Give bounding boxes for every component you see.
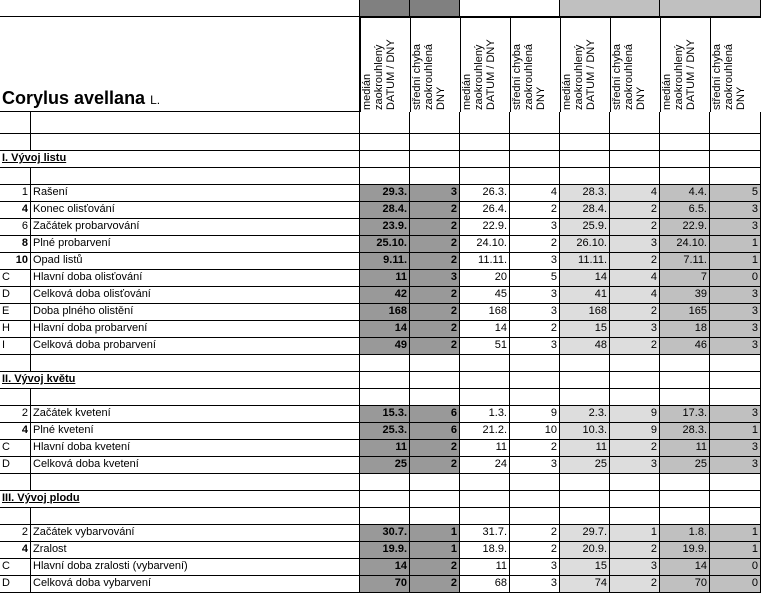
cell-median: 22.9. bbox=[460, 219, 510, 236]
section-blank bbox=[610, 491, 660, 508]
cell-median: 46 bbox=[660, 338, 710, 355]
cell-median: 26.4. bbox=[460, 202, 510, 219]
spacer-row bbox=[360, 389, 410, 406]
cell-error: 3 bbox=[510, 457, 560, 474]
section-blank bbox=[460, 151, 510, 168]
cell-error: 9 bbox=[610, 423, 660, 440]
section-blank bbox=[510, 491, 560, 508]
row-kod: 4 bbox=[0, 423, 31, 440]
cell-median: 1.8. bbox=[660, 525, 710, 542]
section-blank bbox=[560, 372, 610, 389]
cell-error: 9 bbox=[610, 406, 660, 423]
cell-error: 2 bbox=[610, 542, 660, 559]
row-kod: C bbox=[0, 270, 31, 287]
cell-median: 19.9. bbox=[360, 542, 410, 559]
column-header-kod bbox=[0, 112, 31, 134]
subheader-error: střední chyba zaokrouhlená DNY bbox=[510, 17, 560, 112]
cell-error: 2 bbox=[410, 576, 460, 593]
cell-median: 25 bbox=[660, 457, 710, 474]
section-title: I. Vývoj listu bbox=[0, 151, 360, 168]
cell-median: 9.11. bbox=[360, 253, 410, 270]
section-blank bbox=[560, 151, 610, 168]
cell-error: 1 bbox=[710, 525, 761, 542]
cell-error: 2 bbox=[510, 321, 560, 338]
cell-error: 10 bbox=[510, 423, 560, 440]
cell-median: 24.10. bbox=[460, 236, 510, 253]
header-blank bbox=[660, 112, 710, 134]
cell-median: 18.9. bbox=[460, 542, 510, 559]
row-kod: D bbox=[0, 287, 31, 304]
spacer-row bbox=[31, 508, 360, 525]
cell-median: 19.9. bbox=[660, 542, 710, 559]
location-pruhonice bbox=[660, 0, 761, 17]
spacer-row bbox=[610, 168, 660, 185]
spacer-row bbox=[31, 389, 360, 406]
cell-median: 23.9. bbox=[360, 219, 410, 236]
spacer-row bbox=[410, 168, 460, 185]
cell-median: 30.7. bbox=[360, 525, 410, 542]
cell-median: 11 bbox=[560, 440, 610, 457]
cell-error: 3 bbox=[710, 304, 761, 321]
cell-error: 3 bbox=[510, 219, 560, 236]
cell-median: 48 bbox=[560, 338, 610, 355]
cell-median: 42 bbox=[360, 287, 410, 304]
spacer-row bbox=[0, 168, 31, 185]
cell-error: 0 bbox=[710, 270, 761, 287]
taxon-name: Corylus avellana bbox=[2, 88, 146, 108]
spacer-row bbox=[0, 355, 31, 372]
section-blank bbox=[660, 491, 710, 508]
cell-error: 3 bbox=[710, 219, 761, 236]
cell-error: 2 bbox=[410, 236, 460, 253]
spacer-row bbox=[410, 508, 460, 525]
section-blank bbox=[610, 372, 660, 389]
row-characteristic: Celková doba olisťování bbox=[31, 287, 360, 304]
cell-median: 74 bbox=[560, 576, 610, 593]
cell-error: 2 bbox=[610, 338, 660, 355]
cell-error: 6 bbox=[410, 423, 460, 440]
spacer-row bbox=[660, 168, 710, 185]
header-blank bbox=[710, 112, 761, 134]
section-blank bbox=[410, 372, 460, 389]
cell-error: 1 bbox=[610, 525, 660, 542]
cell-error: 3 bbox=[710, 406, 761, 423]
row-kod: 6 bbox=[0, 219, 31, 236]
cell-error: 3 bbox=[410, 185, 460, 202]
header-blank bbox=[610, 112, 660, 134]
spacer-row bbox=[710, 508, 761, 525]
cell-error: 0 bbox=[710, 559, 761, 576]
subheader-median: medián zaokrouhlený DATUM / DNY bbox=[660, 17, 710, 112]
cell-error: 2 bbox=[610, 304, 660, 321]
spacer-row bbox=[460, 168, 510, 185]
row-characteristic: Doba plného olistění bbox=[31, 304, 360, 321]
cell-median: 25.10. bbox=[360, 236, 410, 253]
cell-median: 24.10. bbox=[660, 236, 710, 253]
cell-error: 2 bbox=[510, 542, 560, 559]
section-blank bbox=[460, 372, 510, 389]
section-blank bbox=[560, 491, 610, 508]
spacer-row bbox=[460, 355, 510, 372]
cell-median: 51 bbox=[460, 338, 510, 355]
section-blank bbox=[360, 151, 410, 168]
spacer-row bbox=[560, 355, 610, 372]
cell-error: 3 bbox=[510, 253, 560, 270]
cell-median: 28.3. bbox=[560, 185, 610, 202]
cell-error: 3 bbox=[710, 287, 761, 304]
cell-median: 168 bbox=[560, 304, 610, 321]
section-blank bbox=[660, 151, 710, 168]
sheet-caption bbox=[0, 0, 360, 17]
cell-error: 2 bbox=[510, 202, 560, 219]
spacer-row bbox=[410, 355, 460, 372]
cell-error: 2 bbox=[410, 304, 460, 321]
spacer-row bbox=[31, 355, 360, 372]
cell-error: 2 bbox=[410, 440, 460, 457]
spacer-row bbox=[710, 355, 761, 372]
spacer-row bbox=[460, 474, 510, 491]
cell-error: 3 bbox=[710, 321, 761, 338]
cell-error: 2 bbox=[410, 559, 460, 576]
spacer-row bbox=[560, 508, 610, 525]
row-kod: 1 bbox=[0, 185, 31, 202]
cell-error: 3 bbox=[710, 457, 761, 474]
cell-error: 1 bbox=[410, 525, 460, 542]
row-characteristic: Hlavní doba zralosti (vybarvení) bbox=[31, 559, 360, 576]
cell-median: 68 bbox=[460, 576, 510, 593]
cell-error: 2 bbox=[410, 202, 460, 219]
cell-median: 41 bbox=[560, 287, 610, 304]
subheader-median: medián zaokrouhlený DATUM / DNY bbox=[360, 17, 410, 112]
spacer-row bbox=[360, 508, 410, 525]
spacer-row bbox=[460, 389, 510, 406]
cell-median: 11 bbox=[460, 440, 510, 457]
cell-error: 5 bbox=[510, 270, 560, 287]
cell-median: 15.3. bbox=[360, 406, 410, 423]
location-brno bbox=[560, 0, 660, 17]
spacer-row bbox=[410, 474, 460, 491]
row-characteristic: Hlavní doba probarvení bbox=[31, 321, 360, 338]
cell-error: 4 bbox=[610, 287, 660, 304]
cell-median: 15 bbox=[560, 321, 610, 338]
spacer-row bbox=[610, 134, 660, 151]
cell-median: 20 bbox=[460, 270, 510, 287]
cell-median: 11 bbox=[660, 440, 710, 457]
section-blank bbox=[360, 372, 410, 389]
cell-median: 25 bbox=[360, 457, 410, 474]
subheader-error: střední chyba zaokrouhlená DNY bbox=[410, 17, 460, 112]
cell-median: 25 bbox=[560, 457, 610, 474]
row-characteristic: Opad listů bbox=[31, 253, 360, 270]
cell-error: 9 bbox=[510, 406, 560, 423]
row-kod: 8 bbox=[0, 236, 31, 253]
cell-error: 2 bbox=[610, 440, 660, 457]
row-kod: E bbox=[0, 304, 31, 321]
cell-median: 25.3. bbox=[360, 423, 410, 440]
spacer-row bbox=[510, 134, 560, 151]
cell-median: 39 bbox=[660, 287, 710, 304]
row-characteristic: Začátek probarvování bbox=[31, 219, 360, 236]
cell-median: 31.7. bbox=[460, 525, 510, 542]
section-blank bbox=[710, 151, 761, 168]
section-blank bbox=[510, 151, 560, 168]
row-characteristic: Hlavní doba kvetení bbox=[31, 440, 360, 457]
header-blank bbox=[510, 112, 560, 134]
spacer-row bbox=[31, 134, 360, 151]
header-blank bbox=[560, 112, 610, 134]
spacer-row bbox=[460, 508, 510, 525]
section-blank bbox=[510, 372, 560, 389]
spacer-row bbox=[360, 134, 410, 151]
cell-error: 2 bbox=[510, 525, 560, 542]
spacer-row bbox=[31, 168, 360, 185]
cell-error: 2 bbox=[610, 202, 660, 219]
row-characteristic: Zralost bbox=[31, 542, 360, 559]
row-characteristic: Plné probarvení bbox=[31, 236, 360, 253]
location-summary bbox=[360, 0, 410, 17]
section-title: III. Vývoj plodu bbox=[0, 491, 360, 508]
section-blank bbox=[410, 491, 460, 508]
row-characteristic: Začátek vybarvování bbox=[31, 525, 360, 542]
row-kod: 4 bbox=[0, 542, 31, 559]
cell-error: 2 bbox=[510, 236, 560, 253]
header-blank bbox=[360, 112, 410, 134]
cell-median: 165 bbox=[660, 304, 710, 321]
cell-median: 20.9. bbox=[560, 542, 610, 559]
spacer-row bbox=[510, 389, 560, 406]
cell-error: 3 bbox=[510, 287, 560, 304]
section-blank bbox=[710, 491, 761, 508]
row-characteristic: Rašení bbox=[31, 185, 360, 202]
cell-median: 15 bbox=[560, 559, 610, 576]
cell-error: 0 bbox=[710, 576, 761, 593]
row-characteristic: Konec olisťování bbox=[31, 202, 360, 219]
cell-error: 2 bbox=[610, 576, 660, 593]
cell-error: 3 bbox=[710, 202, 761, 219]
row-kod: 2 bbox=[0, 525, 31, 542]
section-blank bbox=[460, 491, 510, 508]
cell-error: 2 bbox=[510, 440, 560, 457]
cell-median: 28.4. bbox=[560, 202, 610, 219]
section-blank bbox=[610, 151, 660, 168]
cell-median: 2.3. bbox=[560, 406, 610, 423]
cell-median: 168 bbox=[360, 304, 410, 321]
cell-error: 4 bbox=[510, 185, 560, 202]
spacer-row bbox=[710, 474, 761, 491]
cell-median: 14 bbox=[360, 321, 410, 338]
row-kod: H bbox=[0, 321, 31, 338]
row-kod: 4 bbox=[0, 202, 31, 219]
cell-error: 3 bbox=[710, 440, 761, 457]
cell-median: 70 bbox=[360, 576, 410, 593]
spacer-row bbox=[610, 389, 660, 406]
column-header-characteristic bbox=[31, 112, 360, 134]
spacer-row bbox=[710, 168, 761, 185]
spacer-row bbox=[410, 134, 460, 151]
spacer-row bbox=[510, 355, 560, 372]
cell-error: 1 bbox=[710, 253, 761, 270]
cell-median: 4.4. bbox=[660, 185, 710, 202]
spacer-row bbox=[660, 474, 710, 491]
row-characteristic: Celková doba kvetení bbox=[31, 457, 360, 474]
row-kod: D bbox=[0, 457, 31, 474]
spacer-row bbox=[460, 134, 510, 151]
subheader-median: medián zaokrouhlený DATUM / DNY bbox=[460, 17, 510, 112]
cell-median: 14 bbox=[560, 270, 610, 287]
cell-median: 29.7. bbox=[560, 525, 610, 542]
subheader-error: střední chyba zaokrouhlená DNY bbox=[610, 17, 660, 112]
spacer-row bbox=[610, 355, 660, 372]
cell-median: 7.11. bbox=[660, 253, 710, 270]
cell-median: 14 bbox=[460, 321, 510, 338]
cell-median: 14 bbox=[660, 559, 710, 576]
spacer-row bbox=[0, 508, 31, 525]
cell-median: 11.11. bbox=[460, 253, 510, 270]
cell-median: 25.9. bbox=[560, 219, 610, 236]
cell-error: 1 bbox=[410, 542, 460, 559]
cell-error: 2 bbox=[410, 338, 460, 355]
subheader-error: střední chyba zaokrouhlená DNY bbox=[710, 17, 761, 112]
row-kod: 2 bbox=[0, 406, 31, 423]
header-blank bbox=[410, 112, 460, 134]
spacer-row bbox=[0, 474, 31, 491]
spacer-row bbox=[360, 168, 410, 185]
cell-error: 3 bbox=[510, 304, 560, 321]
cell-error: 1 bbox=[710, 423, 761, 440]
subheader-median: medián zaokrouhlený DATUM / DNY bbox=[560, 17, 610, 112]
cell-median: 28.4. bbox=[360, 202, 410, 219]
row-kod: D bbox=[0, 576, 31, 593]
cell-error: 5 bbox=[710, 185, 761, 202]
row-characteristic: Začátek kvetení bbox=[31, 406, 360, 423]
cell-median: 21.2. bbox=[460, 423, 510, 440]
spacer-row bbox=[660, 355, 710, 372]
cell-median: 28.3. bbox=[660, 423, 710, 440]
spacer-row bbox=[410, 389, 460, 406]
cell-median: 11 bbox=[360, 270, 410, 287]
row-characteristic: Hlavní doba olisťování bbox=[31, 270, 360, 287]
cell-median: 45 bbox=[460, 287, 510, 304]
cell-median: 14 bbox=[360, 559, 410, 576]
spacer-row bbox=[31, 474, 360, 491]
spacer-row bbox=[0, 389, 31, 406]
cell-median: 29.3. bbox=[360, 185, 410, 202]
section-title: II. Vývoj květu bbox=[0, 372, 360, 389]
cell-error: 2 bbox=[610, 219, 660, 236]
location-lednice bbox=[460, 0, 560, 17]
cell-median: 11 bbox=[460, 559, 510, 576]
cell-error: 2 bbox=[410, 457, 460, 474]
spacer-row bbox=[510, 474, 560, 491]
cell-error: 4 bbox=[610, 185, 660, 202]
cell-median: 11.11. bbox=[560, 253, 610, 270]
cell-error: 3 bbox=[410, 270, 460, 287]
spacer-row bbox=[560, 474, 610, 491]
spacer-row bbox=[710, 389, 761, 406]
cell-error: 3 bbox=[510, 576, 560, 593]
spacer-row bbox=[0, 134, 31, 151]
cell-median: 168 bbox=[460, 304, 510, 321]
section-blank bbox=[710, 372, 761, 389]
row-characteristic: Celková doba probarvení bbox=[31, 338, 360, 355]
header-blank bbox=[460, 112, 510, 134]
row-kod: C bbox=[0, 559, 31, 576]
row-characteristic: Celková doba vybarvení bbox=[31, 576, 360, 593]
spacer-row bbox=[560, 168, 610, 185]
cell-error: 2 bbox=[410, 321, 460, 338]
spacer-row bbox=[360, 355, 410, 372]
spacer-row bbox=[660, 508, 710, 525]
cell-median: 18 bbox=[660, 321, 710, 338]
row-kod: C bbox=[0, 440, 31, 457]
cell-median: 11 bbox=[360, 440, 410, 457]
taxon-title bbox=[0, 17, 360, 112]
cell-error: 3 bbox=[710, 338, 761, 355]
row-kod: 10 bbox=[0, 253, 31, 270]
section-blank bbox=[410, 151, 460, 168]
spacer-row bbox=[710, 134, 761, 151]
spacer-row bbox=[360, 474, 410, 491]
cell-error: 3 bbox=[610, 559, 660, 576]
cell-median: 26.10. bbox=[560, 236, 610, 253]
cell-error: 1 bbox=[710, 542, 761, 559]
cell-median: 22.9. bbox=[660, 219, 710, 236]
section-blank bbox=[360, 491, 410, 508]
location-summary-filler bbox=[410, 0, 460, 17]
cell-median: 49 bbox=[360, 338, 410, 355]
spacer-row bbox=[610, 508, 660, 525]
cell-median: 24 bbox=[460, 457, 510, 474]
cell-median: 6.5. bbox=[660, 202, 710, 219]
spacer-row bbox=[510, 168, 560, 185]
row-characteristic: Plné kvetení bbox=[31, 423, 360, 440]
cell-error: 4 bbox=[610, 270, 660, 287]
cell-error: 1 bbox=[710, 236, 761, 253]
cell-error: 2 bbox=[610, 253, 660, 270]
cell-error: 2 bbox=[410, 219, 460, 236]
cell-median: 26.3. bbox=[460, 185, 510, 202]
cell-median: 17.3. bbox=[660, 406, 710, 423]
cell-error: 3 bbox=[610, 457, 660, 474]
cell-error: 6 bbox=[410, 406, 460, 423]
spacer-row bbox=[560, 389, 610, 406]
cell-median: 70 bbox=[660, 576, 710, 593]
cell-median: 10.3. bbox=[560, 423, 610, 440]
spacer-row bbox=[510, 508, 560, 525]
spacer-row bbox=[660, 134, 710, 151]
cell-error: 3 bbox=[510, 559, 560, 576]
cell-error: 3 bbox=[610, 321, 660, 338]
spacer-row bbox=[560, 134, 610, 151]
spacer-row bbox=[660, 389, 710, 406]
section-blank bbox=[660, 372, 710, 389]
taxon-author: L. bbox=[150, 93, 161, 107]
cell-error: 3 bbox=[610, 236, 660, 253]
cell-median: 7 bbox=[660, 270, 710, 287]
spacer-row bbox=[610, 474, 660, 491]
cell-error: 3 bbox=[510, 338, 560, 355]
cell-error: 2 bbox=[410, 287, 460, 304]
cell-error: 2 bbox=[410, 253, 460, 270]
cell-median: 1.3. bbox=[460, 406, 510, 423]
row-kod: I bbox=[0, 338, 31, 355]
